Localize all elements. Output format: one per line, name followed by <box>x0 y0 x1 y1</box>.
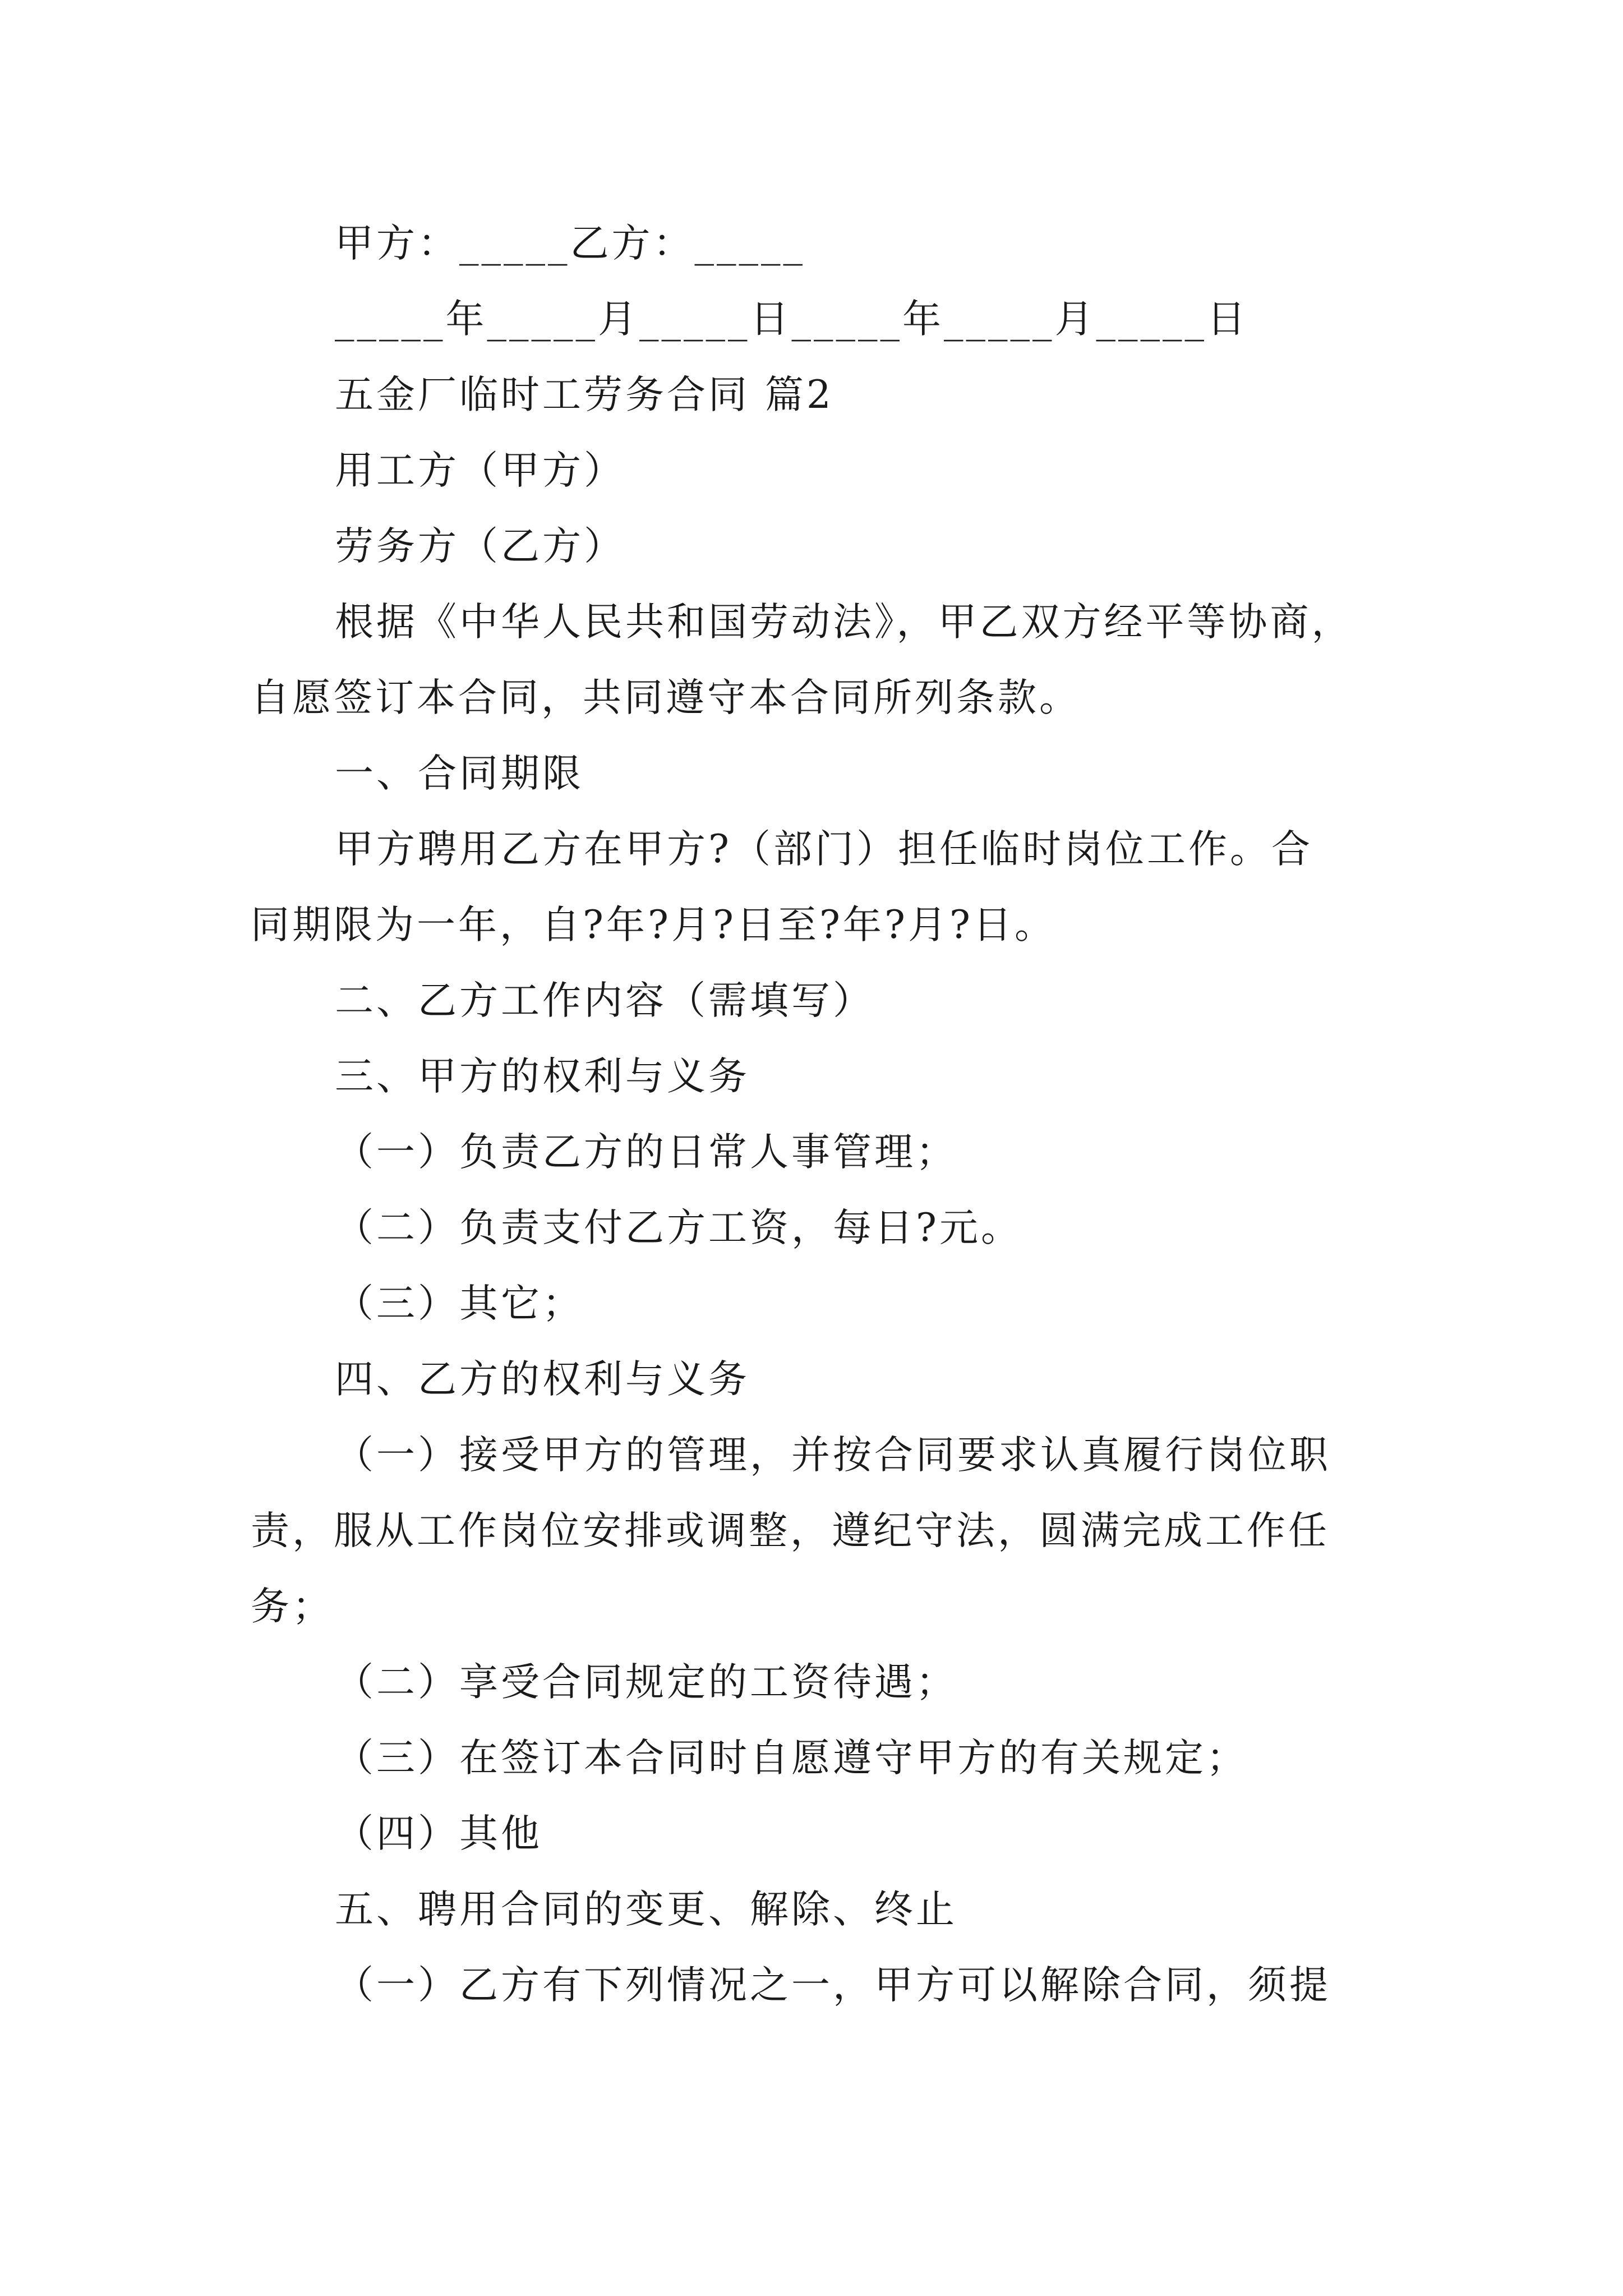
preamble-line-1: 根据《中华人民共和国劳动法》，甲乙双方经平等协商， <box>335 600 1353 645</box>
clause-heading-4: 四、乙方的权利与义务 <box>335 1357 750 1402</box>
clause-3-item-1: （一）负责乙方的日常人事管理； <box>335 1130 957 1175</box>
preamble-line-2: 自愿签订本合同，共同遵守本合同所列条款。 <box>251 675 1081 720</box>
clause-4-item-1-line-1: （一）接受甲方的管理，并按合同要求认真履行岗位职 <box>335 1433 1331 1478</box>
clause-3-item-2: （二）负责支付乙方工资，每日?元。 <box>335 1205 1022 1250</box>
clause-heading-2: 二、乙方工作内容（需填写） <box>335 978 874 1023</box>
clause-4-item-2: （二）享受合同规定的工资待遇； <box>335 1660 957 1705</box>
clause-1-text-2: 同期限为一年，自?年?月?日至?年?月?日。 <box>251 903 1056 947</box>
clause-4-item-1-line-3: 务； <box>251 1584 334 1629</box>
signature-parties-line: 甲方：_____乙方：_____ <box>335 221 805 266</box>
clause-heading-3: 三、甲方的权利与义务 <box>335 1054 750 1099</box>
employer-label: 用工方（甲方） <box>335 448 625 493</box>
clause-5-item-1: （一）乙方有下列情况之一，甲方可以解除合同，须提 <box>335 1963 1331 2008</box>
signature-date-line: _____年_____月_____日_____年_____月_____日 <box>335 297 1248 342</box>
clause-4-item-4: （四）其他 <box>335 1811 542 1856</box>
clause-1-text-1: 甲方聘用乙方在甲方?（部门）担任临时岗位工作。合 <box>335 827 1313 872</box>
clause-4-item-1-line-2: 责，服从工作岗位安排或调整，遵纪守法，圆满完成工作任 <box>251 1508 1330 1553</box>
clause-heading-1: 一、合同期限 <box>335 751 584 796</box>
section-title: 五金厂临时工劳务合同 篇2 <box>335 372 834 417</box>
clause-3-item-3: （三）其它； <box>335 1281 584 1326</box>
clause-heading-5: 五、聘用合同的变更、解除、终止 <box>335 1887 957 1932</box>
clause-4-item-3: （三）在签订本合同时自愿遵守甲方的有关规定； <box>335 1736 1248 1780</box>
worker-label: 劳务方（乙方） <box>335 524 625 569</box>
